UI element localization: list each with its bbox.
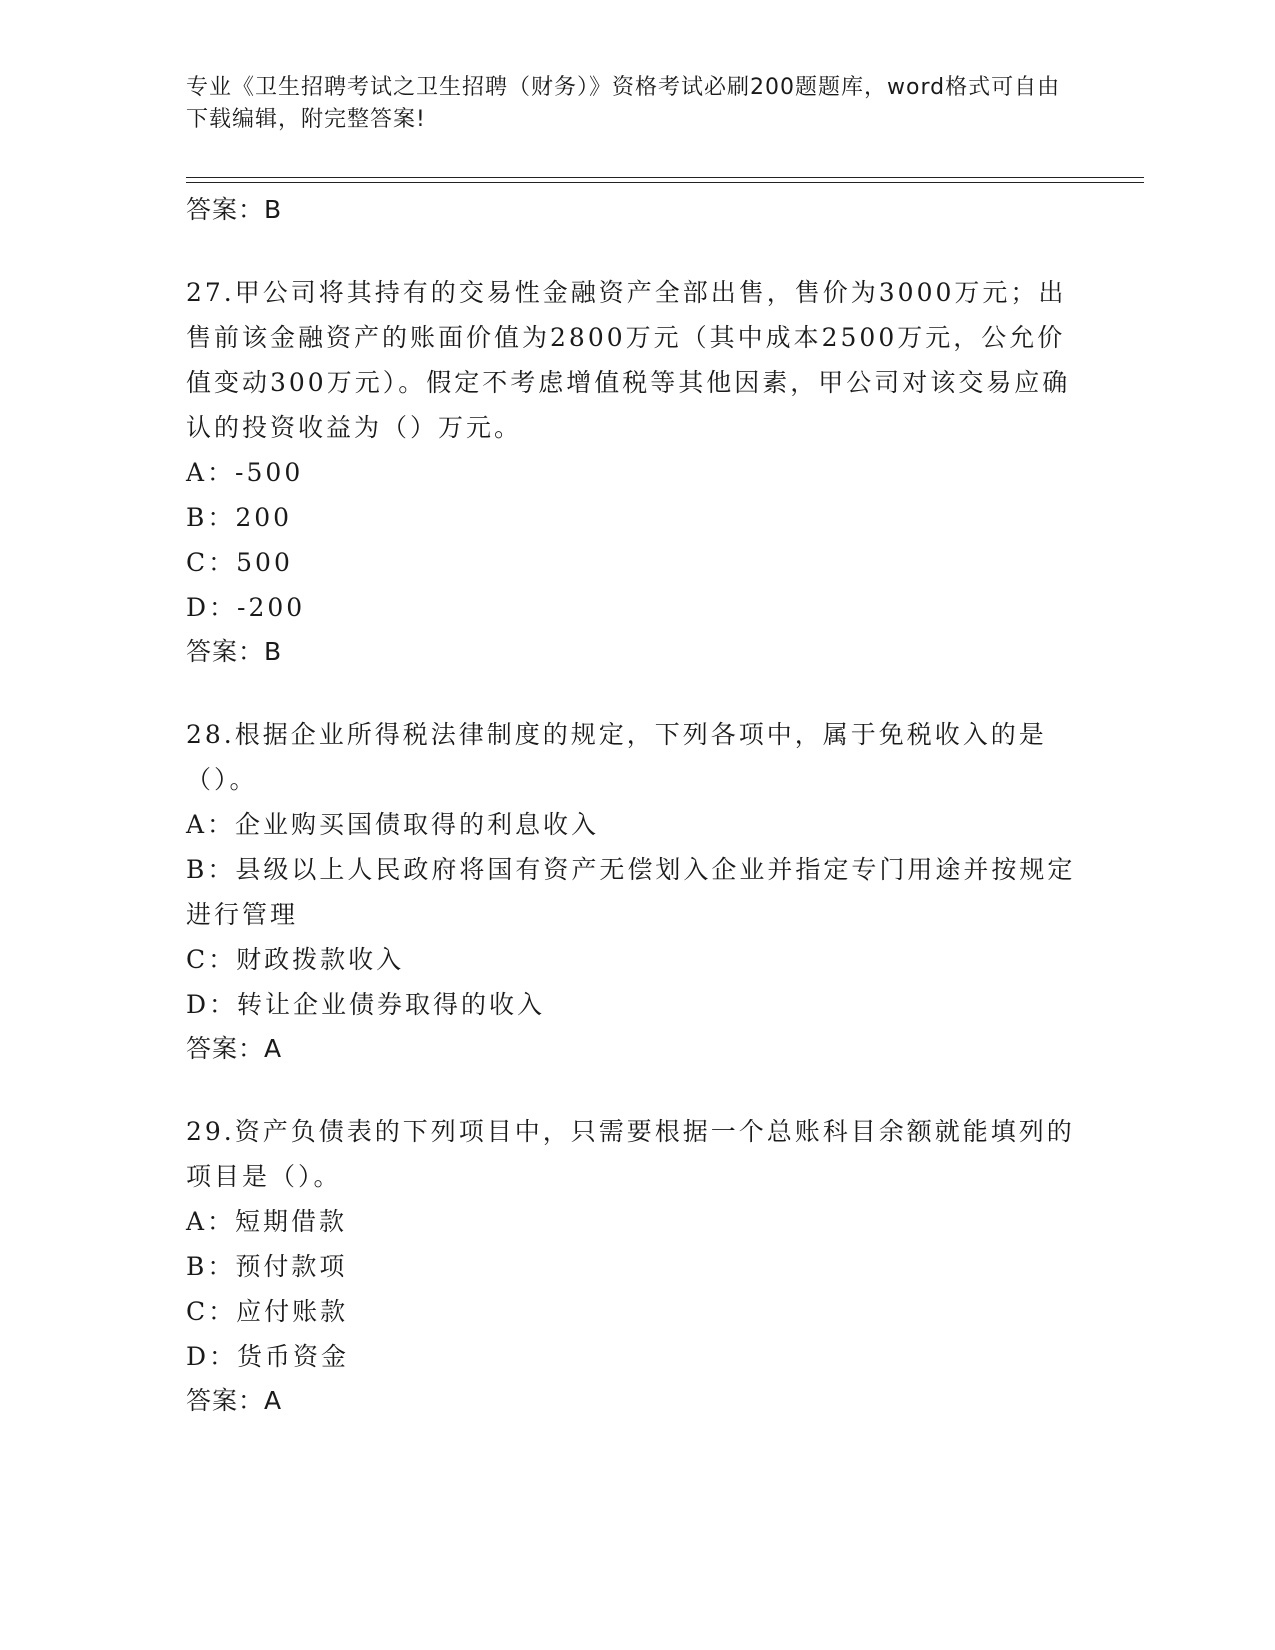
- option-c: C：500: [186, 548, 293, 577]
- answer-line: 答案：A: [186, 1034, 283, 1063]
- option-b: B：县级以上人民政府将国有资产无偿划入企业并指定专门用途并按规定进行管理: [186, 855, 1076, 929]
- question-item: [186, 1109, 1086, 1423]
- option-b: B：预付款项: [186, 1252, 348, 1281]
- answer-line: 答案：A: [186, 1386, 283, 1415]
- question-item: [186, 270, 1086, 674]
- answer-line: 答案：B: [186, 637, 283, 666]
- question-stem: 29.资产负债表的下列项目中，只需要根据一个总账科目余额就能填列的项目是（）。: [186, 1117, 1075, 1191]
- header-divider-bottom: [186, 182, 1144, 183]
- question-stem: 28.根据企业所得税法律制度的规定，下列各项中，属于免税收入的是（）。: [186, 720, 1047, 794]
- option-a: A：短期借款: [186, 1207, 348, 1236]
- option-b: B：200: [186, 503, 293, 532]
- option-c: C：财政拨款收入: [186, 945, 405, 974]
- page-body: [186, 188, 1086, 1423]
- question-stem: 27.甲公司将其持有的交易性金融资产全部出售，售价为3000万元；出售前该金融资产的账面价值为2800万元（其中成本2500万元，公允价值变动300万元）。假定不考虑增值税等其他因素，甲公司对该交易应确认的投资收益为（）万元。: [186, 278, 1071, 442]
- question-item: [186, 712, 1086, 1071]
- option-a: A：企业购买国债取得的利息收入: [186, 810, 600, 839]
- option-d: D：转让企业债券取得的收入: [186, 990, 546, 1019]
- document-header: 专业《卫生招聘考试之卫生招聘（财务）》资格考试必刷200题题库，word格式可自由下载编辑，附完整答案!: [186, 75, 1061, 132]
- answer-line: 答案：B: [186, 195, 283, 224]
- option-c: C：应付账款: [186, 1297, 349, 1326]
- option-d: D：-200: [186, 593, 306, 622]
- header-divider-top: [186, 177, 1144, 178]
- option-d: D：货币资金: [186, 1342, 350, 1371]
- option-a: A：-500: [186, 458, 304, 487]
